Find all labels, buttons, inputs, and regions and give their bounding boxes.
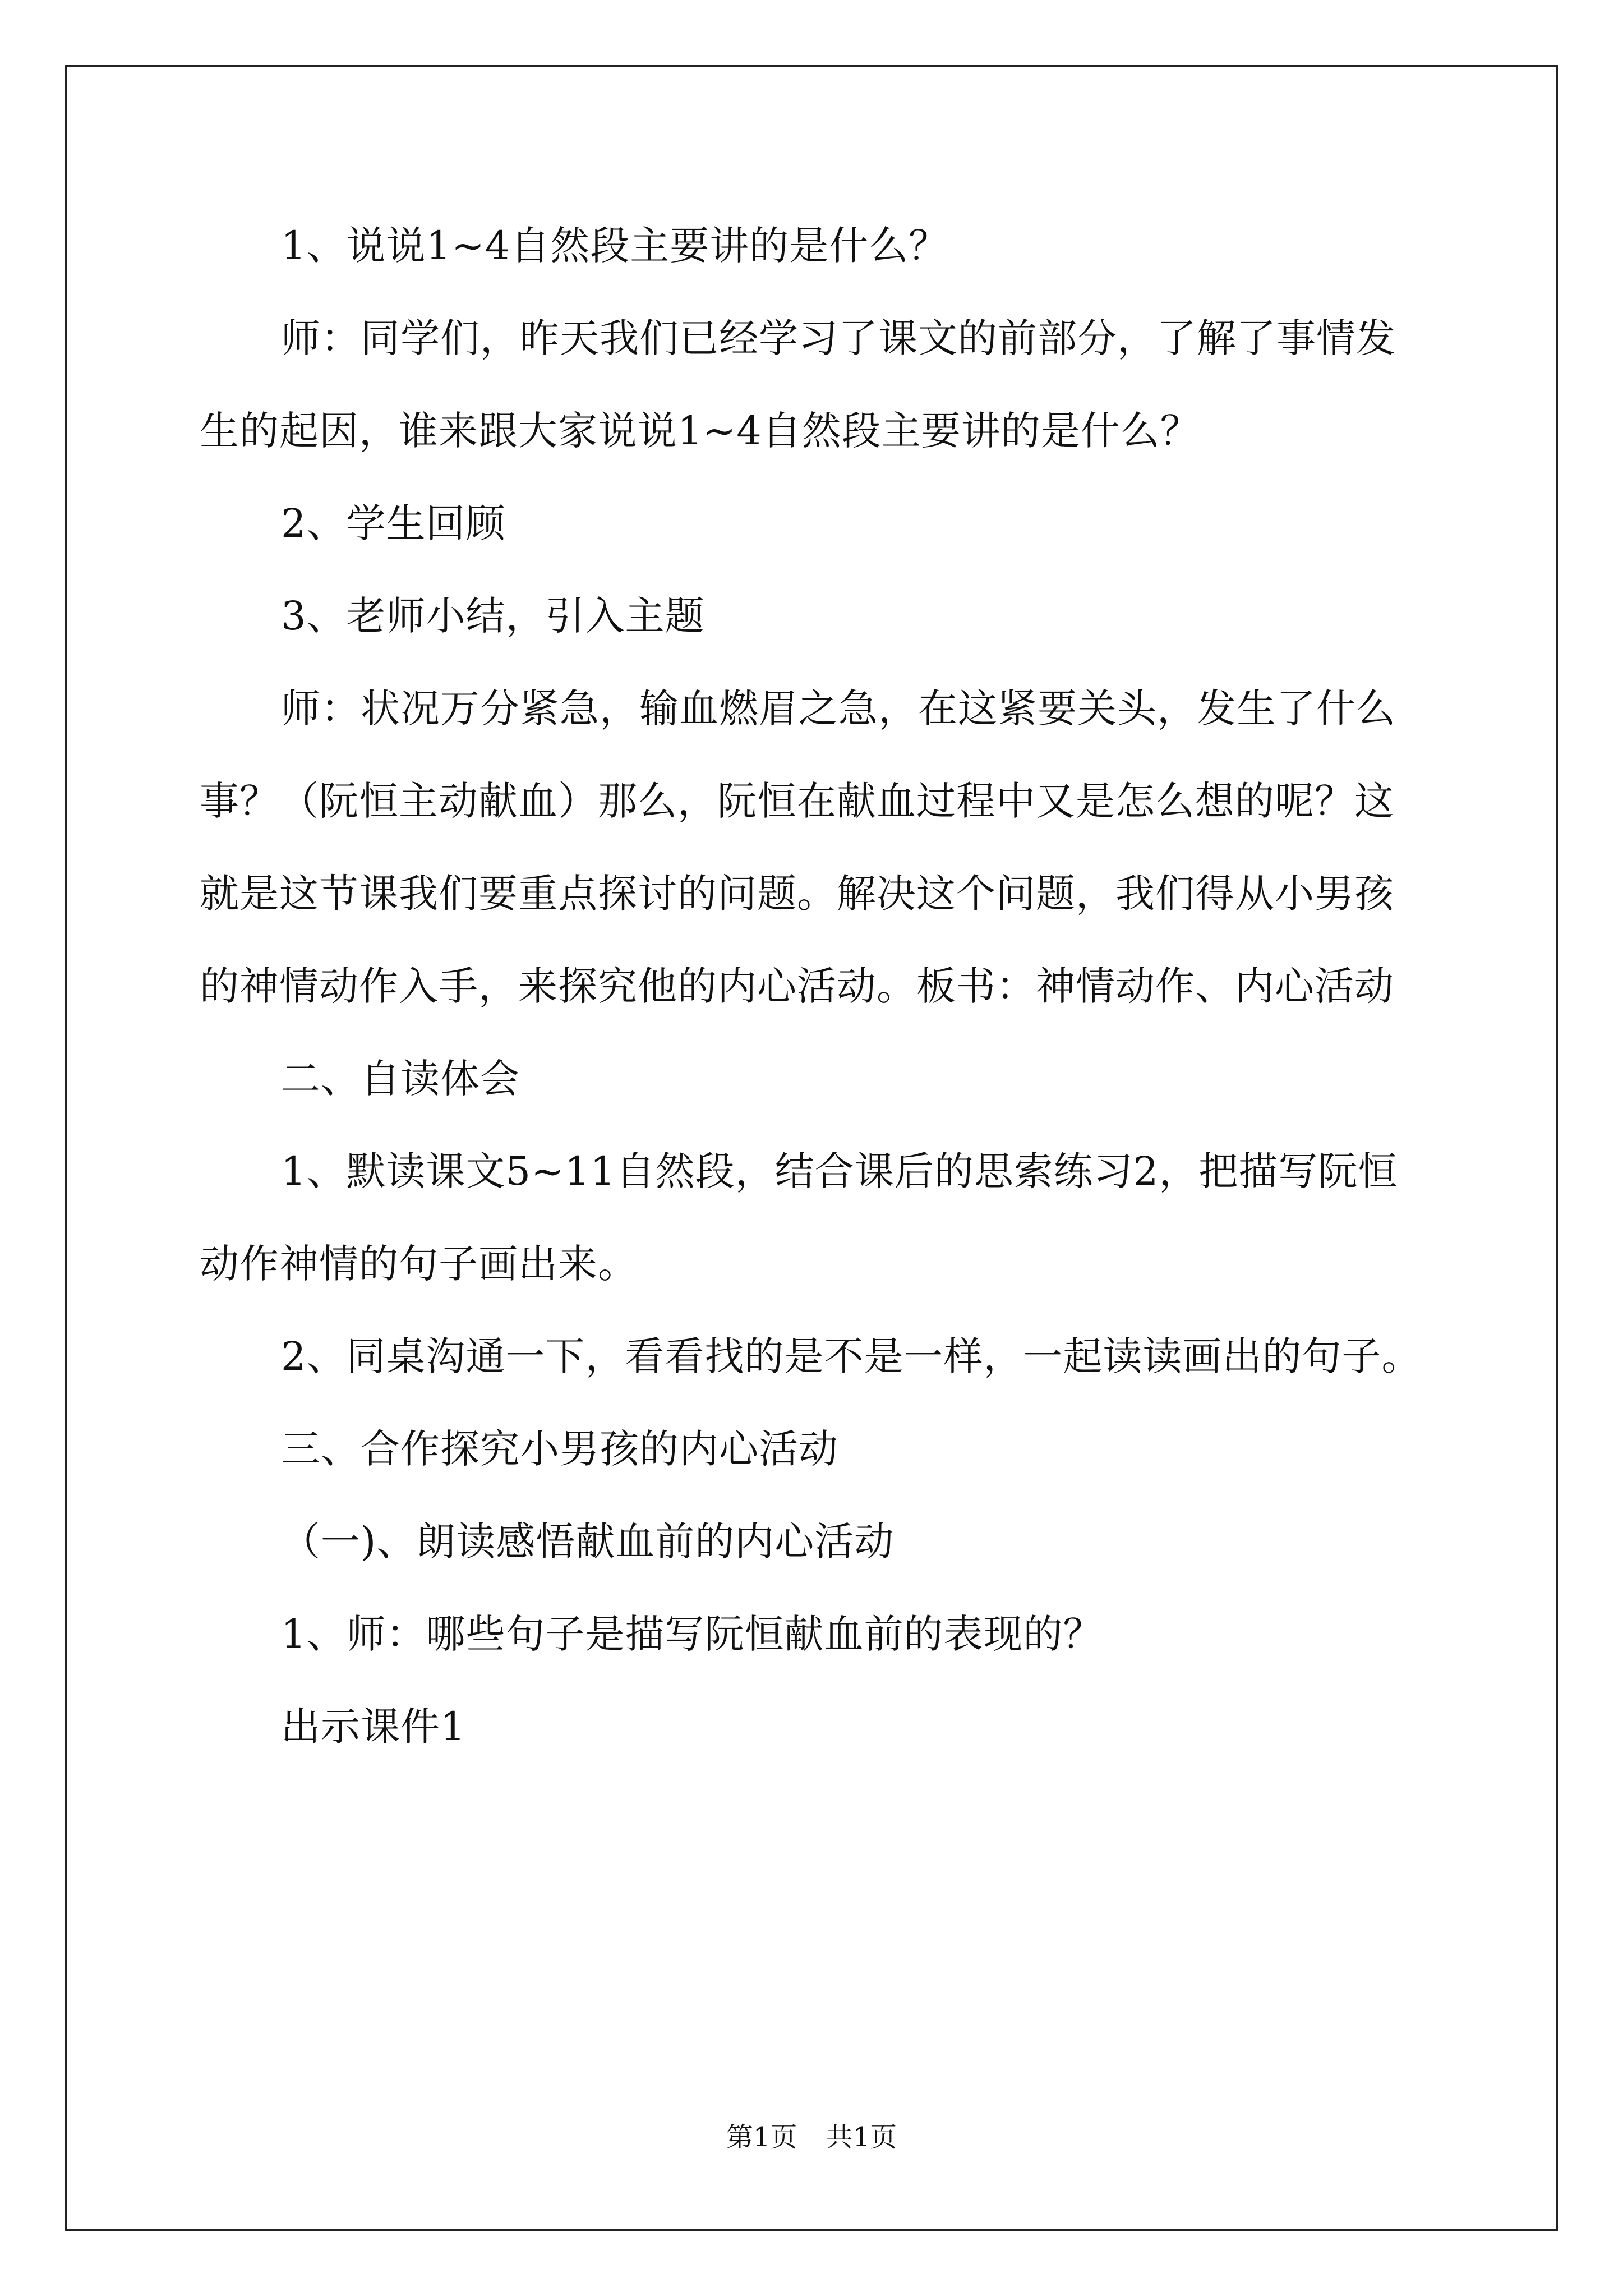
- paragraph: 1、说说1~4自然段主要讲的是什么？: [281, 223, 949, 269]
- paragraph: 出示课件1: [281, 1704, 466, 1750]
- page-footer: [0, 2120, 1623, 2154]
- subsection-heading: （一)、朗读感悟献血前的内心活动: [281, 1519, 895, 1565]
- paragraph: 3、老师小结，引入主题: [281, 593, 705, 639]
- paragraph: 1、默读课文5~11自然段，结合课后的思索练习2，把描写阮恒动作神情的句子画出来。: [200, 1148, 1398, 1287]
- paragraph: 2、学生回顾: [281, 500, 506, 546]
- paragraph: 2、同桌沟通一下，看看找的是不是一样，一起读读画出的句子。: [281, 1333, 1422, 1379]
- section-heading: 三、合作探究小男孩的内心活动: [281, 1426, 838, 1472]
- paragraph: 师：同学们，昨天我们已经学习了课文的前部分，了解了事情发生的起因，谁来跟大家说说1~4自然段主要讲的是什么？: [200, 315, 1396, 454]
- document-body: [200, 200, 1428, 1773]
- paragraph: 师：状况万分紧急，输血燃眉之急，在这紧要关头，发生了什么事？（阮恒主动献血）那么，阮恒在献血过程中又是怎么想的呢？这就是这节课我们要重点探讨的问题。解决这个问题，我们得从小男孩的神情动作入手，来探究他的内心活动。板书：神情动作、内心活动: [200, 685, 1396, 1009]
- paragraph: 1、师：哪些句子是描写阮恒献血前的表现的？: [281, 1611, 1103, 1657]
- section-heading: 二、自读体会: [281, 1056, 520, 1102]
- page-total: 共1页: [826, 2122, 897, 2153]
- page-number: 第1页: [726, 2122, 797, 2153]
